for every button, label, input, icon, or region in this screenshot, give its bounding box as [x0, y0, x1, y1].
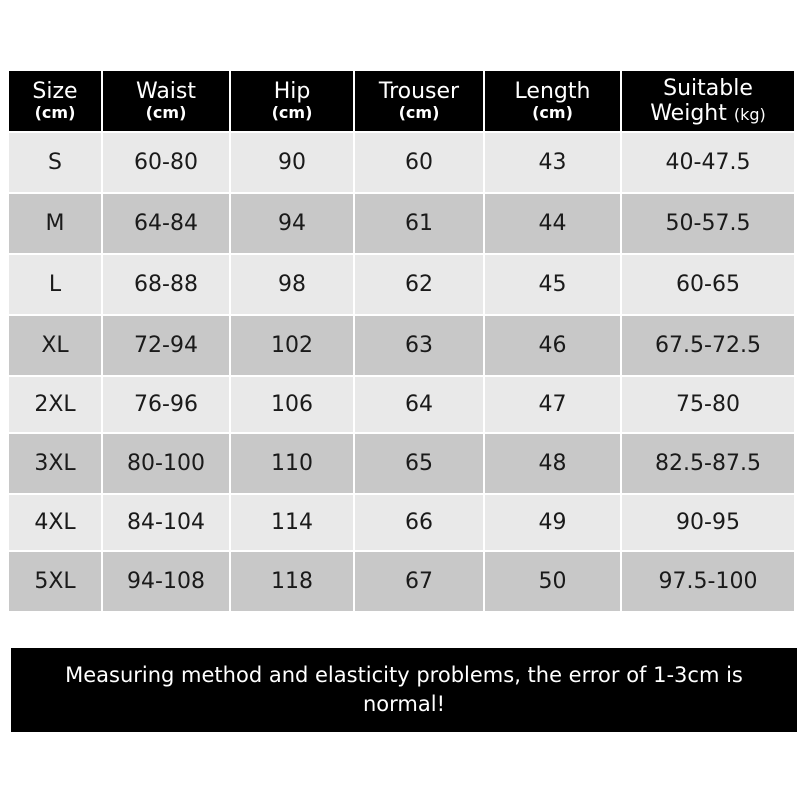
cell-length: 44 [484, 193, 621, 254]
cell-length: 47 [484, 376, 621, 433]
cell-size: 2XL [8, 376, 102, 433]
size-rows [8, 132, 795, 612]
header-length-unit: (cm) [532, 103, 573, 123]
header-waist-title: Waist [135, 79, 197, 105]
cell-length: 46 [484, 315, 621, 376]
cell-waist: 94-108 [102, 551, 230, 612]
cell-suitable-weight: 97.5-100 [621, 551, 795, 612]
table-row [8, 132, 795, 193]
cell-length: 43 [484, 132, 621, 193]
cell-hip: 90 [230, 132, 354, 193]
cell-trouser: 66 [354, 494, 484, 551]
table-row [8, 494, 795, 551]
cell-trouser: 67 [354, 551, 484, 612]
header-hip-unit: (cm) [271, 103, 313, 123]
cell-trouser: 65 [354, 433, 484, 494]
cell-trouser: 63 [354, 315, 484, 376]
cell-suitable-weight: 75-80 [621, 376, 795, 433]
cell-hip: 94 [230, 193, 354, 254]
table-row [8, 254, 795, 315]
cell-size: L [8, 254, 102, 315]
header-waist-unit: (cm) [145, 103, 187, 123]
header-trouser-unit: (cm) [398, 103, 440, 123]
cell-size: XL [8, 315, 102, 376]
cell-length: 45 [484, 254, 621, 315]
cell-hip: 106 [230, 376, 354, 433]
cell-suitable-weight: 67.5-72.5 [621, 315, 795, 376]
cell-hip: 114 [230, 494, 354, 551]
header-row [8, 70, 795, 132]
header-size-unit: (cm) [34, 103, 76, 123]
measurement-note-banner [11, 648, 797, 732]
cell-trouser: 62 [354, 254, 484, 315]
header-weight-unit: (kg) [733, 105, 766, 124]
cell-size: 4XL [8, 494, 102, 551]
header-weight-line2 [622, 101, 794, 126]
cell-waist: 64-84 [102, 193, 230, 254]
header-hip [230, 70, 354, 132]
cell-waist: 72-94 [102, 315, 230, 376]
cell-waist: 60-80 [102, 132, 230, 193]
measurement-note-text: Measuring method and elasticity problems, the error of 1-3cm is normal! [65, 663, 743, 716]
cell-waist: 80-100 [102, 433, 230, 494]
table-row [8, 551, 795, 612]
cell-suitable-weight: 60-65 [621, 254, 795, 315]
cell-size: M [8, 193, 102, 254]
table-row [8, 376, 795, 433]
header-size [8, 70, 102, 132]
table-row [8, 433, 795, 494]
cell-suitable-weight: 50-57.5 [621, 193, 795, 254]
cell-trouser: 61 [354, 193, 484, 254]
cell-hip: 118 [230, 551, 354, 612]
header-trouser-title: Trouser [378, 79, 460, 105]
header-hip-title: Hip [273, 79, 311, 105]
header-length [484, 70, 621, 132]
table-row [8, 315, 795, 376]
cell-hip: 102 [230, 315, 354, 376]
cell-waist: 84-104 [102, 494, 230, 551]
cell-suitable-weight: 40-47.5 [621, 132, 795, 193]
header-length-title: Length [514, 79, 591, 105]
cell-trouser: 64 [354, 376, 484, 433]
header-size-title: Size [32, 79, 78, 105]
cell-hip: 110 [230, 433, 354, 494]
cell-length: 48 [484, 433, 621, 494]
header-waist [102, 70, 230, 132]
header-weight-line1: Suitable [663, 75, 753, 101]
cell-waist: 76-96 [102, 376, 230, 433]
cell-suitable-weight: 90-95 [621, 494, 795, 551]
size-chart-table [7, 69, 796, 613]
cell-waist: 68-88 [102, 254, 230, 315]
header-suitable-weight [621, 70, 795, 132]
header-trouser [354, 70, 484, 132]
cell-length: 49 [484, 494, 621, 551]
cell-suitable-weight: 82.5-87.5 [621, 433, 795, 494]
cell-size: 3XL [8, 433, 102, 494]
cell-size: 5XL [8, 551, 102, 612]
header-weight-title: Weight [650, 101, 727, 126]
cell-hip: 98 [230, 254, 354, 315]
cell-trouser: 60 [354, 132, 484, 193]
table-row [8, 193, 795, 254]
cell-size: S [8, 132, 102, 193]
cell-length: 50 [484, 551, 621, 612]
